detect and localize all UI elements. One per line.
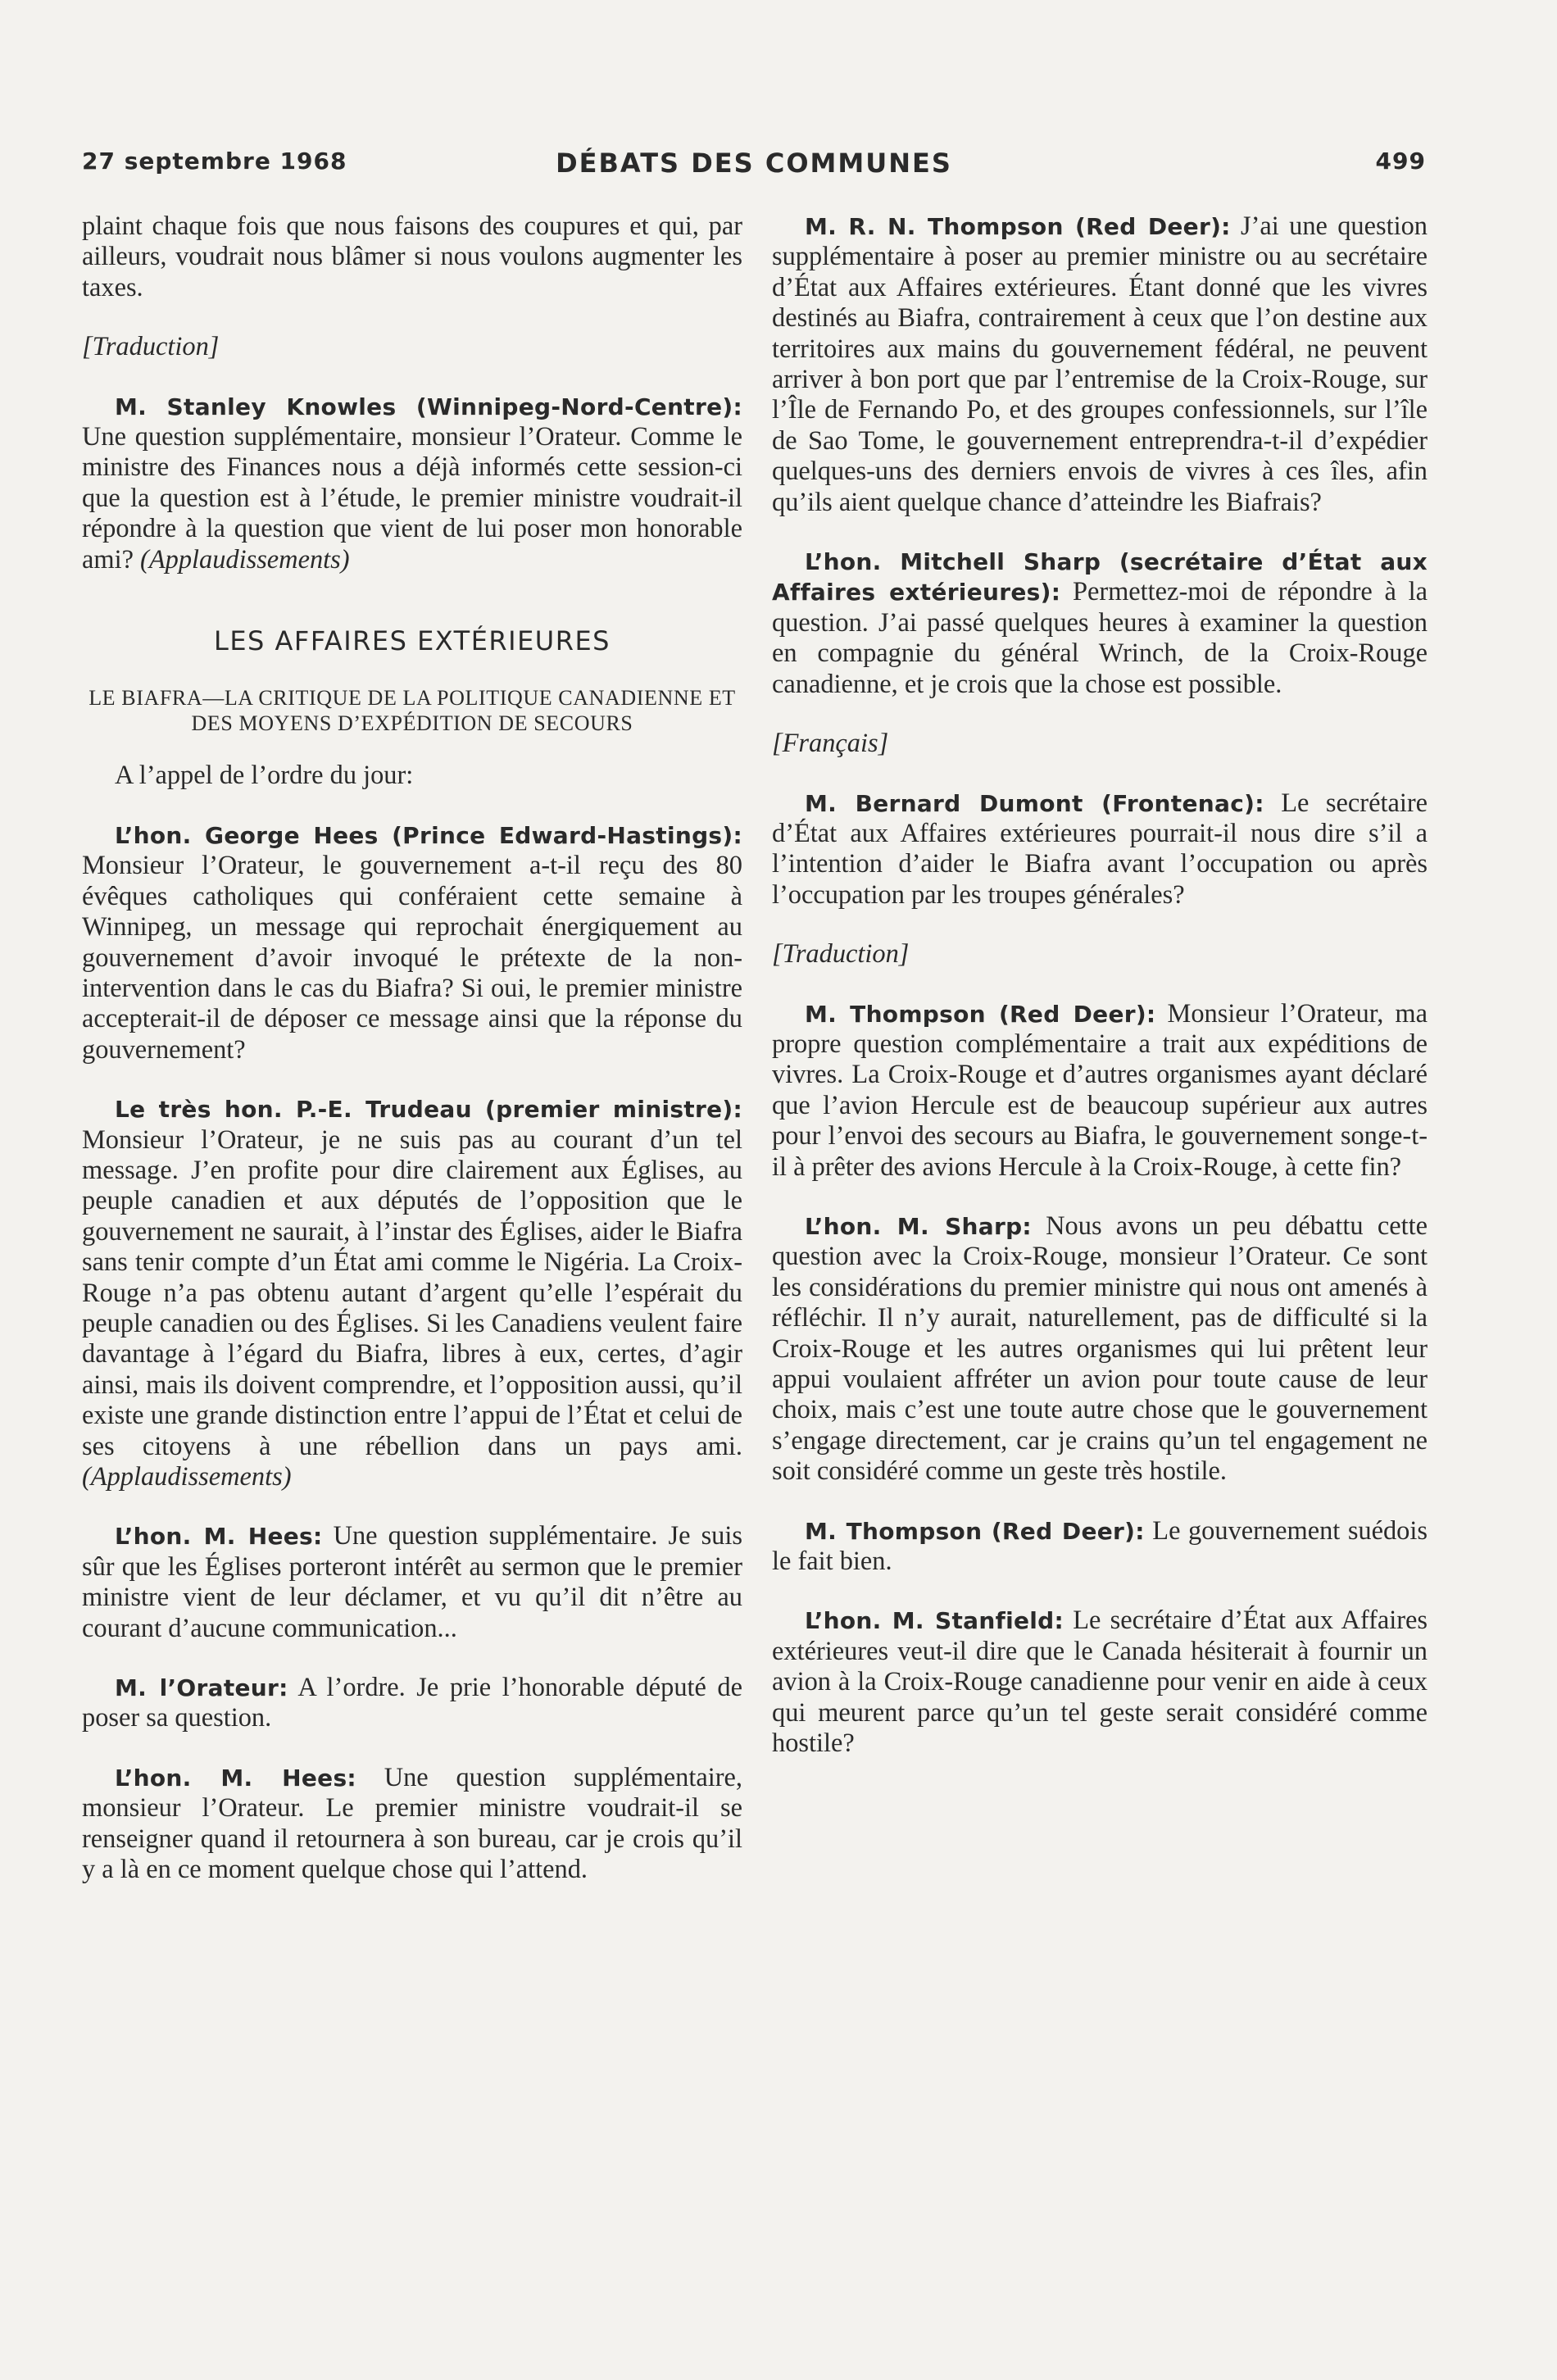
paragraph-continuation: plaint chaque fois que nous faisons des coupures et qui, par ailleurs, voudrait nous blâmer si nous voulons augmenter les taxes. xyxy=(82,211,742,302)
speaker-name: L’hon. M. Stanfield: xyxy=(805,1607,1064,1635)
speech-speaker xyxy=(82,1673,742,1734)
speech-text: Le secrétaire d’État aux Affaires extérieures pourrait-il nous dire s’il a l’intention d’aider le Biafra avant l’occupation ou après l’occupation par les troupes générales? xyxy=(772,788,1428,910)
speech-thompson-2 xyxy=(772,999,1428,1183)
section-title: LES AFFAIRES EXTÉRIEURES xyxy=(214,625,611,657)
order-of-day: A l’appel de l’ordre du jour: xyxy=(115,761,414,791)
speech-hees-2 xyxy=(82,1521,742,1644)
header-date: 27 septembre 1968 xyxy=(82,148,347,175)
speech-text: A l’ordre. Je prie l’honorable député de poser sa question. xyxy=(82,1673,743,1733)
applause-note: (Applaudissements) xyxy=(140,544,350,575)
speaker-name: L’hon. M. Hees: xyxy=(115,1764,356,1792)
speech-trudeau xyxy=(82,1094,742,1492)
speech-sharp xyxy=(772,547,1428,700)
speech-text: Monsieur l’Orateur, le gouvernement a-t-il reçu des 80 évêques catholiques qui conféraient cette semaine à Winnipeg, un message qui reprochait énergiquement au gouvernement d’avoir invoqué le prétexte de la non-intervention dans le cas du Biafra? Si oui, le premier ministre accepterait-il de déposer ce message ainsi que la réponse du gouvernement? xyxy=(82,851,742,1065)
speech-text: Une question supplémentaire, monsieur l’Orateur. Comme le ministre des Finances nous a déjà informés cette session-ci que la question est à l’étude, le premier ministre voudrait-il répondre à la question que vient de lui poser mon honorable ami? xyxy=(82,422,742,575)
speaker-name: L’hon. M. Sharp: xyxy=(805,1212,1032,1240)
speech-text: Monsieur l’Orateur, ma propre question complémentaire a trait aux expéditions de vivres. La Croix-Rouge et d’autres organismes ayant déclaré que l’avion Hercule est de beaucoup supérieur aux autres pour l’envoi des secours au Biafra, le gouvernement songe-t-il à prêter des avions Hercule à la Croix-Rouge, à cette fin? xyxy=(772,998,1428,1182)
applause-note: (Applaudissements) xyxy=(82,1462,292,1492)
page-number: 499 xyxy=(1375,148,1426,175)
speech-thompson-3 xyxy=(772,1516,1428,1578)
speech-hees xyxy=(82,820,742,1065)
francais-marker: [Français] xyxy=(772,729,889,759)
speech-knowles xyxy=(82,392,742,575)
speaker-name: M. R. N. Thompson (Red Deer): xyxy=(805,213,1231,240)
speech-thompson xyxy=(772,211,1428,518)
left-column xyxy=(82,211,742,1914)
speech-sharp-2 xyxy=(772,1211,1428,1488)
page-header xyxy=(82,148,1426,188)
header-title: DÉBATS DES COMMUNES xyxy=(556,148,952,179)
speech-text: J’ai une question supplémentaire à poser au premier ministre ou au secrétaire d’État aux Affaires extérieures. Étant donné que les vivres destinés au Biafra, contrairement à ceux que l’on destine aux territoires aux mains du gouvernement fédéral, ne peuvent arriver à bon port que par l’entremise de la Croix-Rouge, sur l’Île de Fernando Po, et des groupes confessionnels, sur l’île de Sao Tome, le gouvernement entreprendra-t-il d’expédier quelques-uns des derniers envois de vivres à ces îles, afin qu’ils aient quelque chance d’atteindre les Biafrais? xyxy=(772,211,1428,517)
speech-hees-3 xyxy=(82,1763,742,1886)
speaker-name: M. Stanley Knowles (Winnipeg-Nord-Centre): xyxy=(115,393,742,420)
speech-stanfield xyxy=(772,1606,1428,1759)
right-column xyxy=(772,211,1428,1787)
speech-dumont xyxy=(772,788,1428,911)
speaker-name: M. Bernard Dumont (Frontenac): xyxy=(805,789,1264,817)
speech-text: Une question supplémentaire. Je suis sûr que les Églises porteront intérêt au sermon que le premier ministre vient de leur déclamer, et vu qu’il dit n’être au courant d’aucune communication... xyxy=(82,1521,742,1643)
speaker-name: L’hon. George Hees (Prince Edward-Hastings): xyxy=(115,821,742,849)
speaker-name: M. l’Orateur: xyxy=(115,1674,288,1702)
speaker-name: L’hon. M. Hees: xyxy=(115,1523,323,1551)
speaker-name: L’hon. Mitchell Sharp (secrétaire d’État aux Affaires extérieures): xyxy=(772,548,1428,606)
speech-text: Le gouvernement suédois le fait bien. xyxy=(772,1515,1428,1577)
section-subtitle: LE BIAFRA—LA CRITIQUE DE LA POLITIQUE CANADIENNE ET DES MOYENS D’EXPÉDITION DE SECOURS xyxy=(89,686,736,736)
translation-marker: [Traduction] xyxy=(82,332,220,362)
speaker-name: Le très hon. P.-E. Trudeau (premier ministre): xyxy=(115,1096,742,1124)
speech-text: Permettez-moi de répondre à la question. J’ai passé quelques heures à examiner la question en compagnie du général Wrinch, de la Croix-Rouge canadienne, et je crois que la chose est possible. xyxy=(772,577,1428,699)
speaker-name: M. Thompson (Red Deer): xyxy=(805,1517,1145,1545)
speech-text: Nous avons un peu débattu cette question avec la Croix-Rouge, monsieur l’Orateur. Ce sont les considérations du premier ministre qui nous ont amenés à réfléchir. Il n’y aurait, naturellement, pas de difficulté si la Croix-Rouge et les autres organismes qui lui prêtent leur appui voulaient affréter un avion pour toute cause de leur choix, mais c’est une toute autre chose que le gouvernement s’engage directement, car je crains qu’un tel engagement ne soit considéré comme un geste très hostile. xyxy=(772,1210,1428,1487)
speaker-name: M. Thompson (Red Deer): xyxy=(805,1000,1156,1028)
translation-marker: [Traduction] xyxy=(772,939,910,970)
speech-text: Le secrétaire d’État aux Affaires extérieures veut-il dire que le Canada hésiterait à fournir un avion à la Croix-Rouge canadienne pour venir en aide à ceux qui meurent parce qu’un tel geste serait considéré comme hostile? xyxy=(772,1606,1428,1759)
speech-text: Une question supplémentaire, monsieur l’Orateur. Le premier ministre voudrait-il se renseigner quand il retournera à son bureau, car je crois qu’il y a là en ce moment quelque chose qui l’attend. xyxy=(82,1762,742,1885)
speech-text: Monsieur l’Orateur, je ne suis pas au courant d’un tel message. J’en profite pour dire clairement aux Églises, au peuple canadien et aux députés de l’opposition que le gouvernement ne saurait, à l’instar des Églises, aider le Biafra sans tenir compte d’un État ami comme le Nigéria. La Croix-Rouge n’a pas obtenu autant d’argent qu’elle l’espérait du peuple canadien ou des Églises. Si les Canadiens veulent faire davantage à l’égard du Biafra, libres à eux, certes, d’agir ainsi, mais ils doivent comprendre, et l’opposition aussi, qu’il existe une grande distinction entre l’appui de l’État et celui de ses citoyens à une rébellion dans un pays ami. xyxy=(82,1124,742,1461)
